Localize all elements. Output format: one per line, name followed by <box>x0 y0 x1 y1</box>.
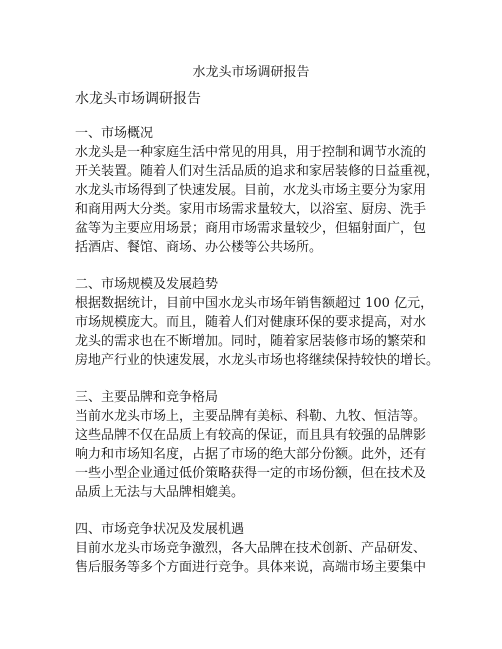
section-heading: 四、市场竞争状况及发展机遇 <box>75 522 245 537</box>
section-heading: 二、市场规模及发展趋势 <box>75 277 219 292</box>
paragraph-line: 括酒店、餐馆、商场、办公楼等公共场所。 <box>75 240 323 255</box>
paragraph-line: 水龙头市场得到了快速发展。目前，水龙头市场主要分为家用 <box>75 183 427 198</box>
section-heading: 一、市场概况 <box>75 126 154 141</box>
section-heading: 三、主要品牌和竞争格局 <box>75 390 219 405</box>
paragraph-line: 这些品牌不仅在品质上有较高的保证，而且具有较强的品牌影 <box>75 428 427 443</box>
section-competition-opportunities <box>75 520 435 577</box>
section-brands-competition <box>75 388 435 502</box>
document-title: 水龙头市场调研报告 <box>192 65 310 80</box>
paragraph-line: 响力和市场知名度，占据了市场的绝大部分份额。此外，还有 <box>75 447 427 462</box>
paragraph-line: 品质上无法与大品牌相媲美。 <box>75 485 245 500</box>
paragraph-line: 龙头的需求也在不断增加。同时，随着家居装修市场的繁荣和 <box>75 334 427 349</box>
paragraph-line: 市场规模庞大。而且，随着人们对健康环保的要求提高，对水 <box>75 315 427 330</box>
section-market-size <box>75 275 440 370</box>
paragraph-line: 盆等为主要应用场景；商用市场需求量较少，但辐射面广，包 <box>75 221 427 236</box>
section-market-overview <box>75 124 440 257</box>
paragraph-line: 开关装置。随着人们对生活品质的追求和家居装修的日益重视， <box>75 164 440 179</box>
paragraph-line: 一些小型企业通过低价策略获得一定的市场份额，但在技术及 <box>75 466 427 481</box>
document-subtitle: 水龙头市场调研报告 <box>75 91 201 107</box>
paragraph-line: 目前水龙头市场竞争激烈，各大品牌在技术创新、产品研发、 <box>75 541 427 556</box>
paragraph-line: 和商用两大分类。家用市场需求量较大，以浴室、厨房、洗手 <box>75 202 427 217</box>
paragraph-line: 房地产行业的快速发展，水龙头市场也将继续保持较快的增长。 <box>75 353 440 368</box>
paragraph-line: 当前水龙头市场上，主要品牌有美标、科勒、九牧、恒洁等。 <box>75 409 427 424</box>
paragraph-line: 水龙头是一种家庭生活中常见的用具，用于控制和调节水流的 <box>75 145 427 160</box>
paragraph-line: 根据数据统计，目前中国水龙头市场年销售额超过 100 亿元， <box>75 296 434 311</box>
paragraph-line: 售后服务等多个方面进行竞争。具体来说，高端市场主要集中 <box>75 560 427 575</box>
